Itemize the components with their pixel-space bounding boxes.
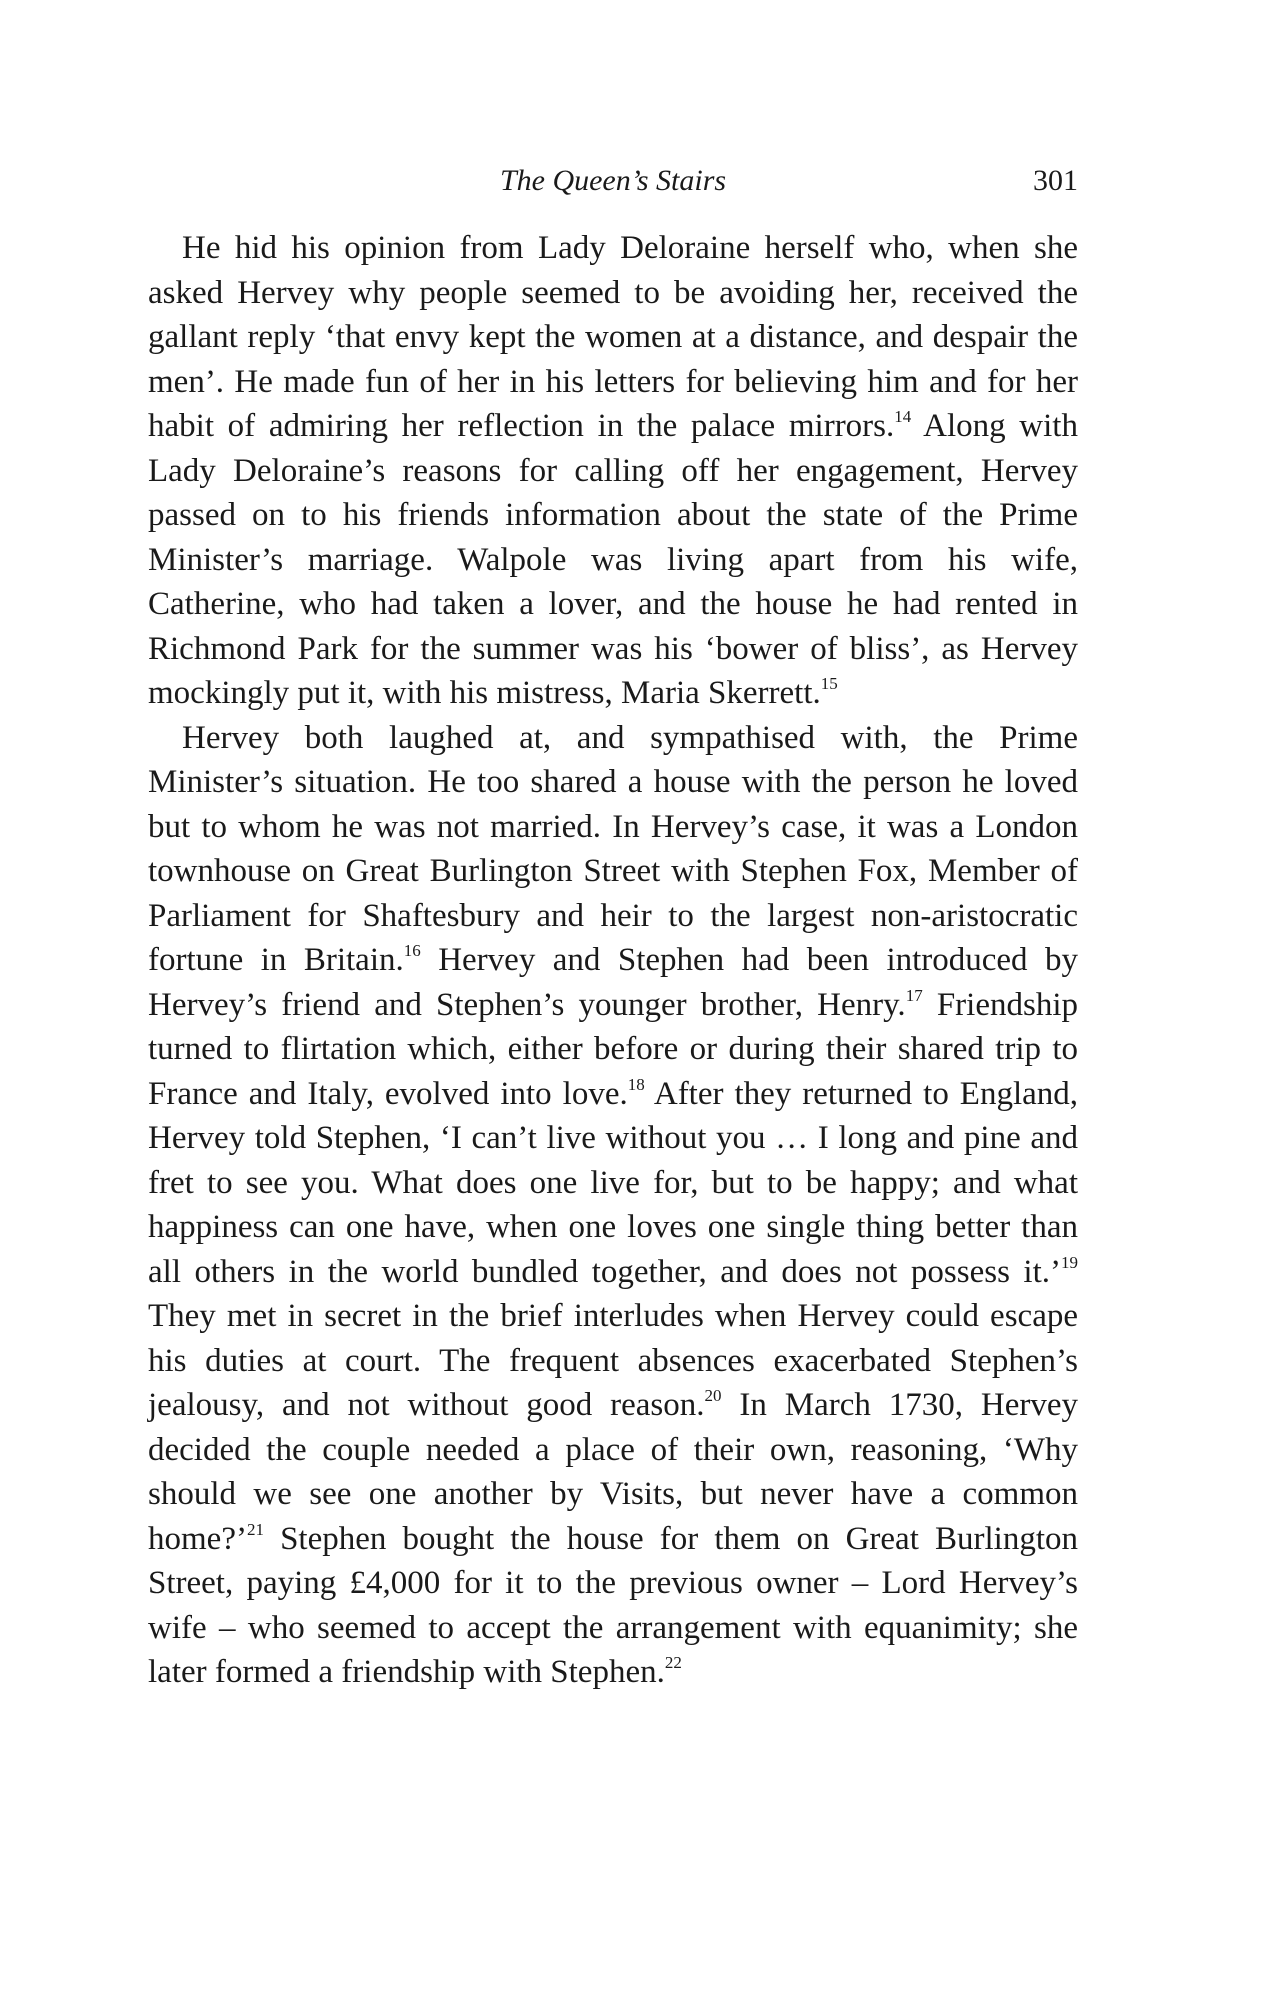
text-segment: Hervey both laughed at, and sympathised with, the Prime Minister’s situation. He too shared a house with the person he loved but to whom he was not married. In Hervey’s case, it was a London townhouse on Great Burlington Street with Stephen Fox, Member of Parliament for Shaftesbury and heir to the largest non-aristocratic fortune in Britain. [148, 719, 1078, 978]
footnote-marker-22: 22 [664, 1653, 682, 1672]
running-title: The Queen’s Stairs [499, 164, 727, 197]
text-segment: He hid his opinion from Lady Deloraine herself who, when she asked Hervey why people seemed to be avoiding her, received the gallant reply ‘that envy kept the women at a distance, and despair the men’. He made fun of her in his letters for believing him and for her habit of admiring her reflection in the palace mirrors. [148, 230, 1078, 444]
text-segment: After they returned to England, Hervey told Stephen, ‘I can’t live without you … I long and pine and fret to see you. What does one live for, but to be happy; and what happiness can one have, when one loves one single thing better than all others in the world bundled together, and does not possess it.’ [148, 1075, 1079, 1290]
text-segment: Along with Lady Deloraine’s reasons for calling off her engagement, Hervey passed on to his friends information about the state of the Prime Minister’s marriage. Walpole was living apart from his wife, Catherine, who had taken a lover, and the house he had rented in Richmond Park for the summer was his ‘bower of bliss’, as Hervey mockingly put it, with his mistress, Maria Skerrett. [148, 408, 1078, 711]
running-head [148, 158, 1078, 204]
footnote-marker-21: 21 [246, 1519, 264, 1539]
body-text [148, 226, 1078, 1695]
paragraph-2 [148, 716, 1078, 1695]
text-segment: Stephen bought the house for them on Great Burlington Street, paying £4,000 for it to the previous owner – Lord Hervey’s wife – who seemed to accept the arrangement with equanimity; she later formed a friendship with Stephen. [148, 1520, 1078, 1690]
footnote-marker-16: 16 [403, 941, 421, 960]
text-segment: Hervey and Stephen had been introduced by Hervey’s friend and Stephen’s younger brother, Henry. [148, 942, 1079, 1023]
text-segment: They met in secret in the brief interludes when Hervey could escape his duties at court. The frequent absences exacerbated Stephen’s jealousy, and not without good reason. [148, 1298, 1078, 1423]
footnote-marker-15: 15 [820, 674, 838, 693]
footnote-marker-19: 19 [1061, 1252, 1078, 1272]
paragraph-1 [148, 226, 1078, 716]
footnote-marker-14: 14 [894, 407, 912, 426]
text-segment: Friendship turned to flirtation which, either before or during their shared trip to France and Italy, evolved into love. [148, 986, 1078, 1112]
text-segment: In March 1730, Hervey decided the couple needed a place of their own, reasoning, ‘Why should we see one another by Visits, but never have a common home?’ [148, 1387, 1079, 1557]
footnote-marker-18: 18 [627, 1074, 645, 1094]
footnote-marker-17: 17 [905, 985, 923, 1005]
page-number: 301 [1033, 164, 1078, 197]
footnote-marker-20: 20 [704, 1386, 722, 1405]
